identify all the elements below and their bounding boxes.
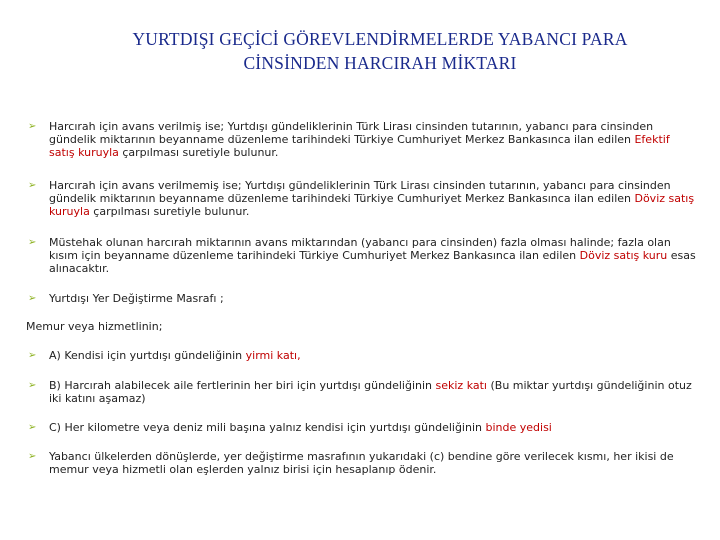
text-segment: çarpılması suretiyle bulunur. bbox=[118, 146, 279, 159]
text-segment: (Bu miktar yurtdışı gündeliğinin otuz iki katını aşamaz) bbox=[49, 379, 692, 405]
bullet-item-text bbox=[49, 379, 698, 405]
sub-item-a bbox=[28, 349, 698, 362]
bullet-item-text bbox=[49, 292, 698, 305]
highlight-text: sekiz katı bbox=[435, 379, 487, 392]
text-segment: C) Her kilometre veya deniz mili başına yalnız kendisi için yurtdışı gündeliğinin bbox=[49, 421, 486, 434]
arrow-bullet-icon: ➢ bbox=[28, 422, 37, 433]
sub-item-c bbox=[28, 421, 698, 434]
arrow-bullet-icon: ➢ bbox=[28, 293, 37, 304]
text-segment: Harcırah için avans verilmiş ise; Yurtdışı gündeliklerinin Türk Lirası cinsinden tutarının, yabancı para cinsinden gündelik miktarının beyanname düzenleme tarihindeki Türkiye Cumhuriyet Merkez Bankasınca ilan edilen bbox=[49, 120, 654, 146]
text-segment: çarpılması suretiyle bulunur. bbox=[89, 205, 250, 218]
bullet-item-4 bbox=[28, 292, 698, 305]
title-line-1: YURTDIŞI GEÇİCİ GÖREVLENDİRMELERDE YABANCI PARA bbox=[132, 29, 628, 49]
highlight-text: Efektif satış kuruyla bbox=[49, 133, 670, 159]
text-segment: Yurtdışı Yer Değiştirme Masrafı ; bbox=[49, 292, 224, 305]
sub-item-return bbox=[28, 450, 698, 476]
arrow-bullet-icon: ➢ bbox=[28, 180, 37, 191]
bullet-item-text bbox=[49, 450, 698, 476]
bullet-item-text bbox=[49, 179, 698, 218]
bullet-item-2 bbox=[28, 179, 698, 218]
highlight-text: binde yedisi bbox=[485, 421, 552, 434]
text-segment: B) Harcırah alabilecek aile fertlerinin her biri için yurtdışı gündeliğinin bbox=[49, 379, 436, 392]
arrow-bullet-icon: ➢ bbox=[28, 237, 37, 248]
highlight-text: Döviz satış kuruyla bbox=[49, 192, 695, 218]
text-segment: esas alınacaktır. bbox=[49, 249, 696, 275]
text-segment: Harcırah için avans verilmemiş ise; Yurtdışı gündeliklerinin Türk Lirası cinsinden tutarının, yabancı para cinsinden gündelik miktarının beyanname düzenleme tarihindeki Türkiye Cumhuriyet Merkez Bankasınca ilan edilen bbox=[49, 179, 671, 205]
title-line-2: CİNSİNDEN HARCIRAH MİKTARI bbox=[243, 53, 517, 73]
text-segment: A) Kendisi için yurtdışı gündeliğinin bbox=[49, 349, 246, 362]
bullet-item-1 bbox=[28, 120, 698, 159]
text-segment: Yabancı ülkelerden dönüşlerde, yer değiştirme masrafının yukarıdaki (c) bendine göre verilecek kısmı, her ikisi de memur veya hizmetli olan eşlerden yalnız birisi için hesaplanıp ödenir. bbox=[49, 450, 674, 476]
bullet-item-text bbox=[49, 421, 698, 434]
memur-line: Memur veya hizmetlinin; bbox=[26, 320, 163, 333]
highlight-text: yirmi katı, bbox=[245, 349, 301, 362]
sub-item-b bbox=[28, 379, 698, 405]
page-title bbox=[40, 27, 720, 75]
arrow-bullet-icon: ➢ bbox=[28, 380, 37, 391]
bullet-item-text bbox=[49, 236, 698, 275]
bullet-item-text bbox=[49, 120, 698, 159]
text-segment: Müstehak olunan harcırah miktarının avans miktarından (yabancı para cinsinden) fazla olması halinde; fazla olan kısım için beyanname düzenleme tarihindeki Türkiye Cumhuriyet Merkez Bankasınca ilan edilen bbox=[49, 236, 671, 262]
arrow-bullet-icon: ➢ bbox=[28, 451, 37, 462]
arrow-bullet-icon: ➢ bbox=[28, 121, 37, 132]
arrow-bullet-icon: ➢ bbox=[28, 350, 37, 361]
highlight-text: Döviz satış kuru bbox=[579, 249, 668, 262]
bullet-item-text bbox=[49, 349, 698, 362]
bullet-item-3 bbox=[28, 236, 698, 275]
